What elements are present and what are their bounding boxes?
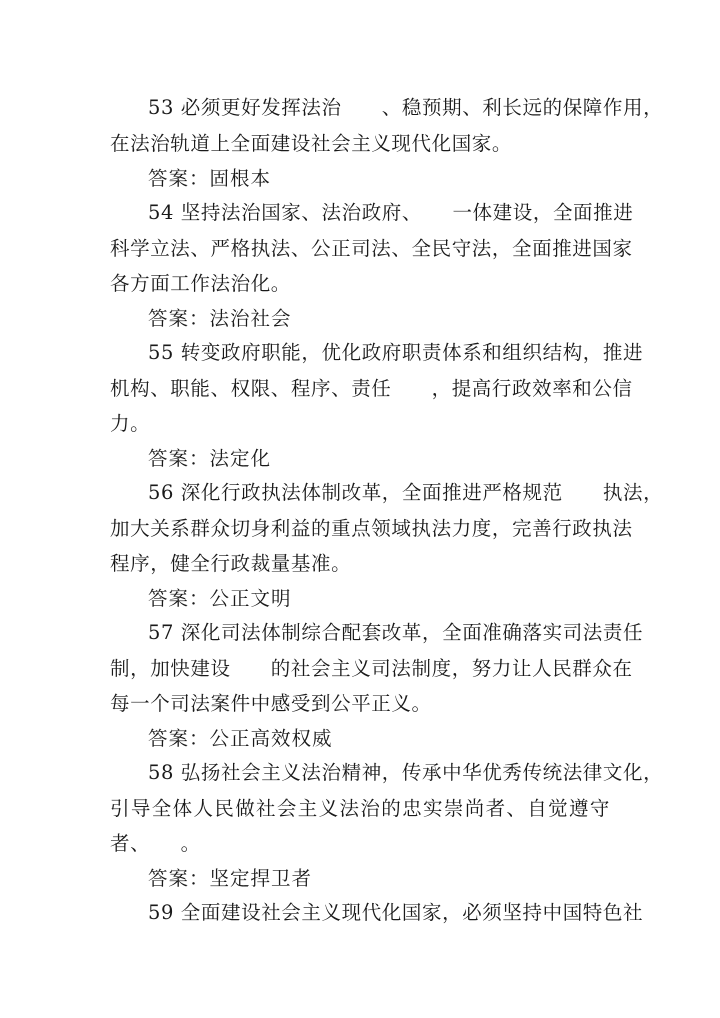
question-56-line-1: 56 深化行政执法体制改革，全面推进严格规范 执法， [148, 481, 664, 504]
question-58-line-1: 58 弘扬社会主义法治精神，传承中华优秀传统法律文化， [148, 761, 664, 784]
answer-58: 答案：坚定捍卫者 [148, 867, 313, 890]
answer-55: 答案：法定化 [148, 447, 272, 470]
answer-54: 答案：法治社会 [148, 307, 292, 330]
answer-53: 答案：固根本 [148, 167, 272, 190]
question-53-line-1: 53 必须更好发挥法治 、稳预期、利长远的保障作用， [148, 96, 664, 119]
question-55-line-2: 机构、职能、权限、程序、责任 ，提高行政效率和公信 [110, 377, 633, 400]
question-58-line-2: 引导全体人民做社会主义法治的忠实崇尚者、自觉遵守 [110, 797, 610, 820]
question-57-line-2: 制，加快建设 的社会主义司法制度，努力让人民群众在 [110, 657, 633, 680]
question-56-line-3: 程序，健全行政裁量基准。 [110, 552, 352, 575]
question-54-line-2: 科学立法、严格执法、公正司法、全民守法，全面推进国家 [110, 237, 633, 260]
question-57-line-3: 每一个司法案件中感受到公平正义。 [110, 692, 432, 715]
question-55-line-3: 力。 [110, 412, 151, 435]
question-58-line-3: 者、 。 [110, 832, 201, 855]
question-55-line-1: 55 转变政府职能，优化政府职责体系和组织结构，推进 [148, 341, 644, 364]
question-54-line-1: 54 坚持法治国家、法治政府、 一体建设，全面推进 [148, 201, 634, 224]
question-59-line-1: 59 全面建设社会主义现代化国家，必须坚持中国特色社 [148, 901, 644, 924]
answer-57: 答案：公正高效权威 [148, 727, 333, 750]
question-53-line-2: 在法治轨道上全面建设社会主义现代化国家。 [110, 132, 513, 155]
question-54-line-3: 各方面工作法治化。 [110, 272, 291, 295]
question-57-line-1: 57 深化司法体制综合配套改革，全面准确落实司法责任 [148, 621, 644, 644]
answer-56: 答案：公正文明 [148, 587, 292, 610]
question-56-line-2: 加大关系群众切身利益的重点领域执法力度，完善行政执法 [110, 517, 633, 540]
